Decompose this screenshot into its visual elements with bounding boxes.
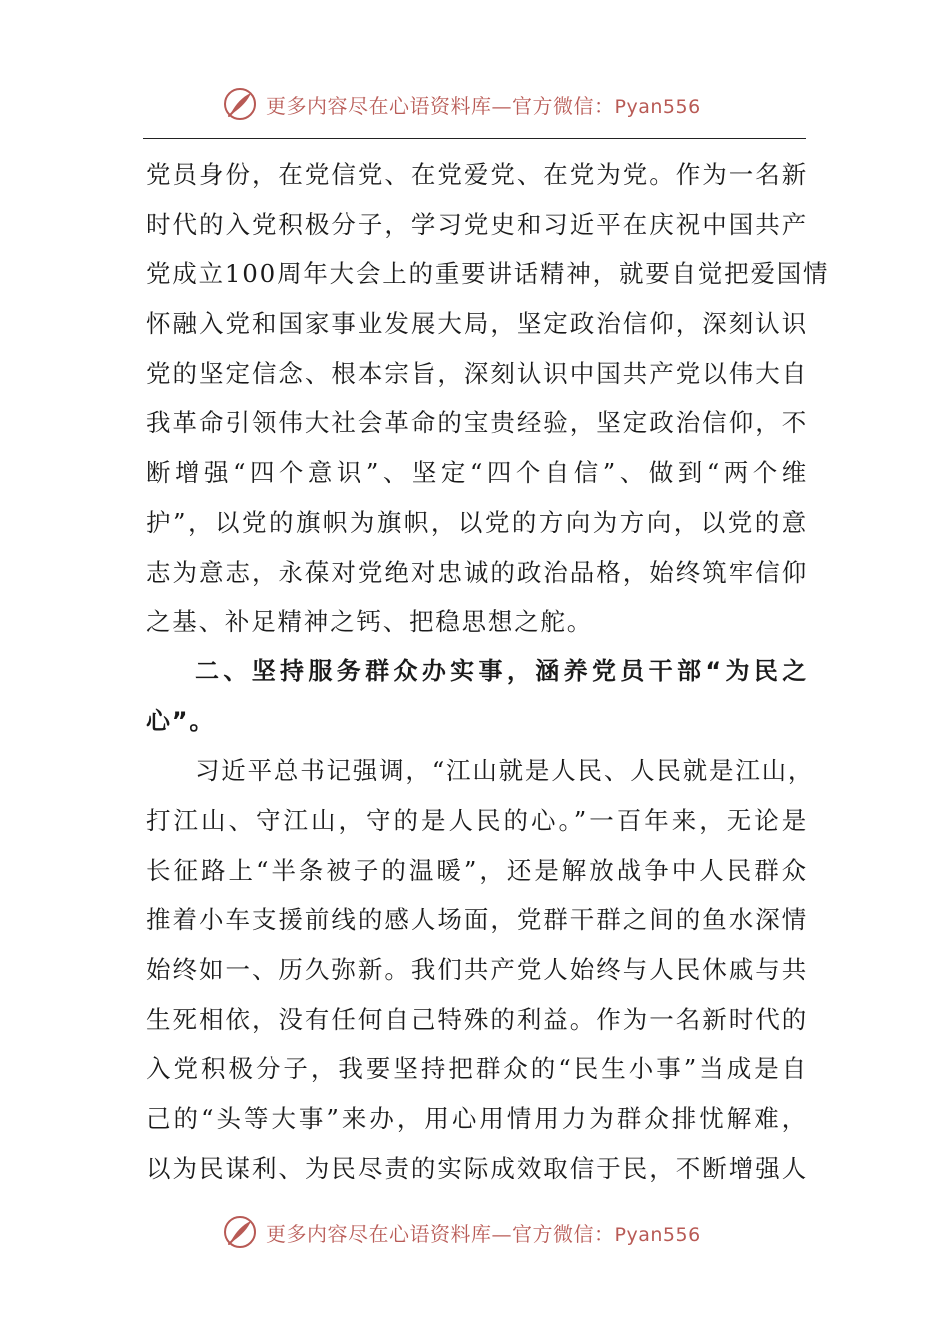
text-line: 以为民谋利、为民尽责的实际成效取信于民，不断增强人 (146, 1153, 808, 1183)
text-line: 之基、补足精神之钙、把稳思想之舵。 (146, 607, 594, 637)
text-line: 始终如一、历久弥新。我们共产党人始终与人民休戚与共 (146, 955, 808, 984)
watermark-text: 更多内容尽在心语资料库—官方微信：Pyan556 (266, 1221, 701, 1246)
text-line: 生死相依，没有任何自己特殊的利益。作为一名新时代的 (146, 1004, 808, 1034)
text-line: 习近平总书记强调，“江山就是人民、人民就是江山， (195, 756, 815, 786)
feather-pen-icon (222, 1214, 258, 1250)
text-line: 打江山、守江山，守的是人民的心。”一百年来，无论是 (146, 805, 808, 835)
header-rule (143, 138, 806, 139)
text-line: 怀融入党和国家事业发展大局，坚定政治信仰，深刻认识 (146, 309, 808, 339)
feather-pen-icon (222, 86, 258, 122)
section-heading: 二、坚持服务群众办实事，涵养党员干部“为民之 (195, 656, 808, 685)
document-body (146, 150, 830, 1193)
text-line: 党成立100周年大会上的重要讲话精神，就要自觉把爱国情 (146, 259, 830, 289)
watermark-banner-bottom (0, 1210, 950, 1250)
section-heading-continued: 心”。 (146, 706, 216, 735)
watermark-text: 更多内容尽在心语资料库—官方微信：Pyan556 (266, 93, 701, 118)
text-line: 我革命引领伟大社会革命的宝贵经验，坚定政治信仰，不 (146, 408, 808, 438)
text-line: 长征路上“半条被子的温暖”，还是解放战争中人民群众 (146, 855, 808, 885)
text-line: 断增强“四个意识”、坚定“四个自信”、做到“两个维 (146, 458, 808, 488)
text-line: 党员身份，在党信党、在党爱党、在党为党。作为一名新 (146, 160, 808, 189)
text-line: 时代的入党积极分子，学习党史和习近平在庆祝中国共产 (146, 209, 808, 239)
text-line: 己的“头等大事”来办，用心用情用力为群众排忧解难， (146, 1104, 808, 1134)
text-line: 党的坚定信念、根本宗旨，深刻认识中国共产党以伟大自 (146, 358, 808, 388)
watermark-banner-top (0, 82, 950, 122)
text-line: 推着小车支援前线的感人场面，党群干群之间的鱼水深情 (146, 905, 808, 935)
text-line: 志为意志，永葆对党绝对忠诚的政治品格，始终筑牢信仰 (146, 557, 808, 587)
text-line: 护”，以党的旗帜为旗帜，以党的方向为方向，以党的意 (146, 507, 808, 537)
text-line: 入党积极分子，我要坚持把群众的“民生小事”当成是自 (146, 1054, 808, 1084)
